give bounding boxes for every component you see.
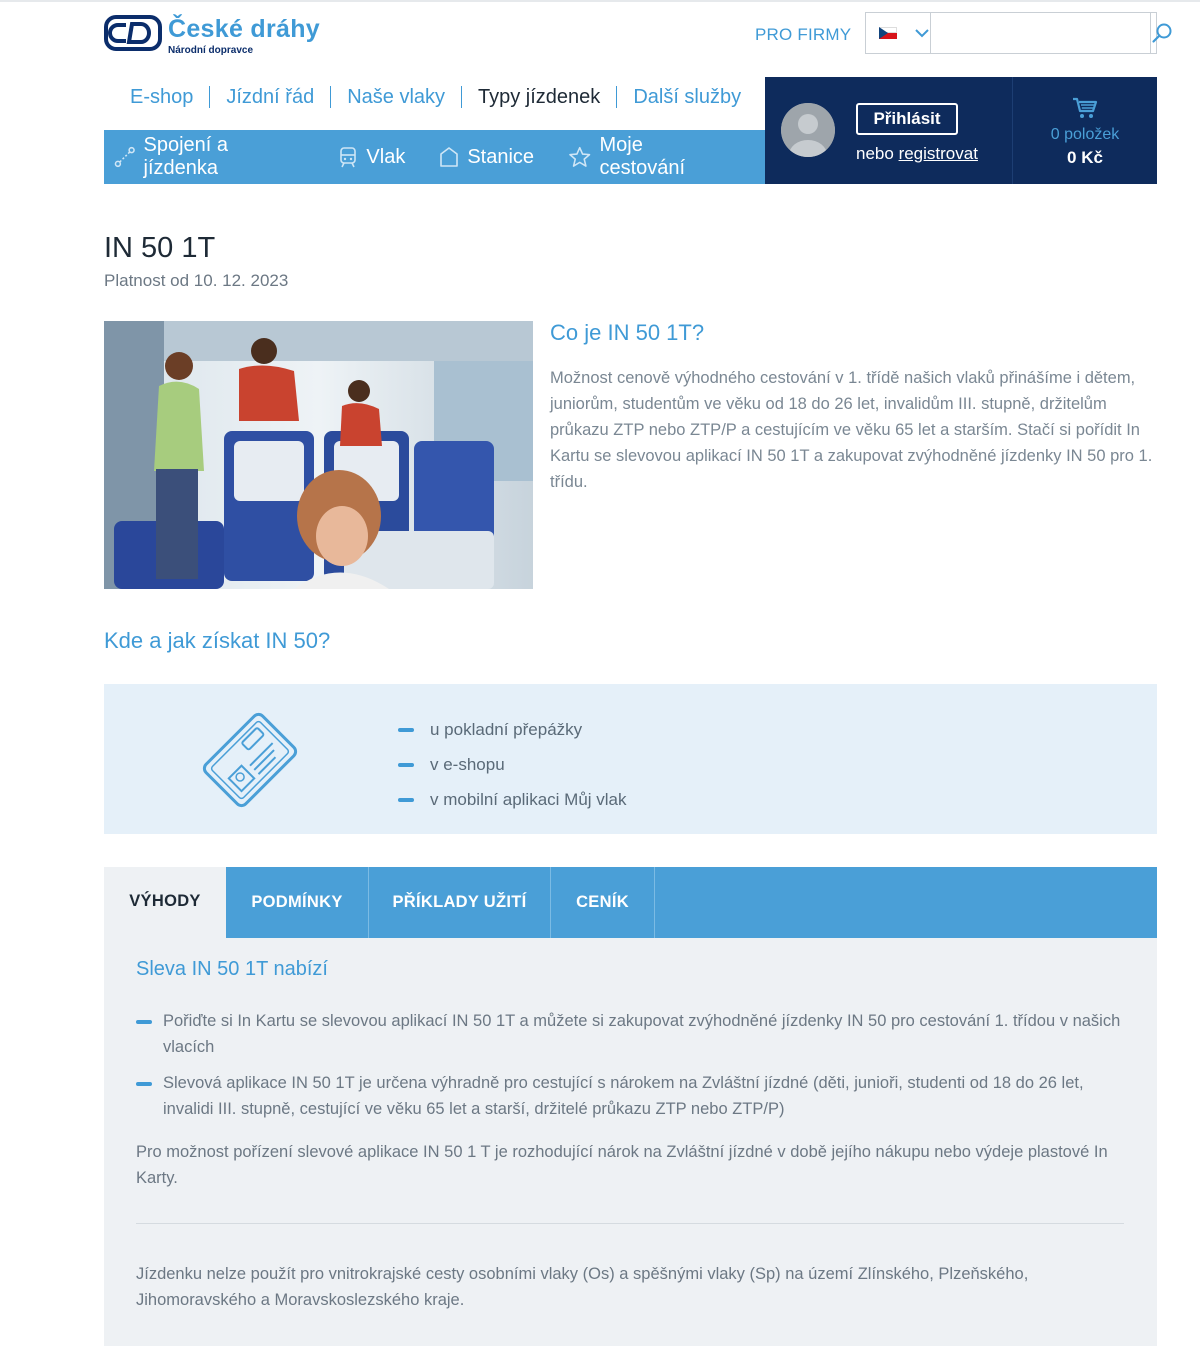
top-navigation <box>114 84 757 110</box>
list-item-text: u pokladní přepážky <box>430 719 583 739</box>
topnav-nase-vlaky[interactable]: Naše vlaky <box>347 86 446 108</box>
mainnav-label: Vlak <box>366 145 406 168</box>
panel-restriction: Jízdenku nelze použít pro vnitrokrajské cesty osobními vlaky (Os) a spěšnými vlaky (Sp) na území Zlínského, Plzeňského, Jihomoravského a Moravskoslezského kraje. <box>136 1265 1029 1309</box>
chevron-down-icon <box>914 28 930 38</box>
search-box <box>865 12 1157 54</box>
list-item-text: v e-shopu <box>430 754 505 774</box>
list-item <box>136 1008 1126 1060</box>
where-box <box>104 684 1157 834</box>
topnav-jizdni-rad[interactable]: Jízdní řád <box>226 86 315 108</box>
cd-logo-icon <box>104 14 162 52</box>
divider <box>136 1223 1124 1224</box>
mainnav-label: Stanice <box>467 145 535 168</box>
page-title: IN 50 1T <box>104 232 216 264</box>
panel-heading: Sleva IN 50 1T nabízí <box>136 958 328 980</box>
tab-panel <box>104 938 1157 1346</box>
topnav-dalsi-sluzby[interactable]: Další služby <box>633 86 742 108</box>
pro-firmy-link[interactable]: PRO FIRMY <box>755 25 852 44</box>
station-icon <box>439 146 459 168</box>
about-text: Možnost cenově výhodného cestování v 1. třídě našich vlaků přinášíme i dětem, juniorům, studentům ve věku od 18 do 26 let, invalidům III. stupně, držitelům průkazu ZTP nebo ZTP/P a cestujícím ve věku 65 let a starším. Stačí si pořídit In Kartu se slevovou aplikací IN 50 1T a zakupovat zvýhodněné jízdenky IN 50 pro 1. třídu. <box>550 369 1153 491</box>
cart-count: 0 položek <box>1050 126 1120 143</box>
about-heading: Co je IN 50 1T? <box>550 320 705 345</box>
cart-button[interactable] <box>1013 77 1157 184</box>
list-item <box>398 747 627 782</box>
login-button[interactable]: Přihlásit <box>856 103 958 135</box>
dash-bullet <box>136 1082 152 1086</box>
where-heading: Kde a jak získat IN 50? <box>104 628 331 653</box>
top-border <box>0 0 1200 2</box>
register-line <box>856 144 978 164</box>
mainnav-label: Moje cestování <box>599 134 686 179</box>
register-link[interactable]: registrovat <box>898 144 978 163</box>
tab-podminky[interactable]: PODMÍNKY <box>226 867 369 938</box>
mainnav-spojeni[interactable] <box>114 134 304 180</box>
topnav-eshop[interactable]: E-shop <box>130 86 194 108</box>
dash-bullet <box>398 728 414 732</box>
logo-title: České dráhy <box>168 15 320 43</box>
train-interior-photo <box>104 321 533 589</box>
list-item <box>398 782 627 817</box>
list-item-text: Slevová aplikace IN 50 1T je určena výhradně pro cestující s nárokem na Zvláštní jízdné (děti, junioři, studenti od 18 do 26 let, invalidi III. stupně, cestující ve věku 65 let a starší, držitelé průkazu ZTP nebo ZTP/P) <box>163 1074 1084 1118</box>
tab-vyhody[interactable]: VÝHODY <box>104 867 226 938</box>
validity-date: Platnost od 10. 12. 2023 <box>104 271 289 290</box>
list-item <box>398 712 627 747</box>
cart-total: 0 Kč <box>1067 148 1103 167</box>
mainnav-moje-cestovani[interactable] <box>568 134 731 180</box>
list-item-text: v mobilní aplikaci Můj vlak <box>430 789 627 809</box>
route-icon <box>114 146 136 168</box>
main-navigation <box>104 130 765 184</box>
dash-bullet <box>136 1020 152 1024</box>
tab-cenik[interactable]: CENÍK <box>551 867 655 938</box>
mainnav-stanice[interactable] <box>439 146 534 169</box>
tab-priklady-uziti[interactable]: PŘÍKLADY UŽITÍ <box>369 867 551 938</box>
star-icon <box>568 146 591 168</box>
train-icon <box>338 146 358 168</box>
dash-bullet <box>398 798 414 802</box>
language-selector[interactable] <box>866 13 931 53</box>
logo[interactable] <box>104 14 320 60</box>
where-list <box>398 712 627 817</box>
list-item <box>136 1070 1126 1122</box>
panel-note: Pro možnost pořízení slevové aplikace IN 50 1 T je rozhodující nárok na Zvláštní jízdné v době jejího nákupu nebo výdeje plastové In Karty. <box>136 1143 1108 1187</box>
search-button[interactable] <box>1150 13 1173 53</box>
topnav-typy-jizdenek[interactable]: Typy jízdenek <box>478 86 601 108</box>
mainnav-label: Spojení a jízdenka <box>143 134 229 179</box>
user-panel <box>765 77 1157 184</box>
user-avatar-icon <box>781 103 835 157</box>
czech-flag-icon <box>879 27 897 39</box>
search-input[interactable] <box>931 13 1150 53</box>
cart-icon <box>1072 97 1098 119</box>
list-item-text: Pořiďte si In Kartu se slevovou aplikací IN 50 1T a můžete si zakupovat zvýhodněné jízdenky IN 50 pro cestování 1. třídou v našich vlacích <box>163 1012 1121 1056</box>
avatar <box>781 103 835 157</box>
benefits-list <box>136 1008 1126 1132</box>
search-icon <box>1151 22 1173 44</box>
in-karta-card-icon <box>194 706 306 814</box>
dash-bullet <box>398 763 414 767</box>
tab-bar <box>104 867 1157 938</box>
or-text: nebo <box>856 144 894 163</box>
mainnav-vlak[interactable] <box>338 146 405 169</box>
logo-subtitle: Národní dopravce <box>168 45 254 56</box>
